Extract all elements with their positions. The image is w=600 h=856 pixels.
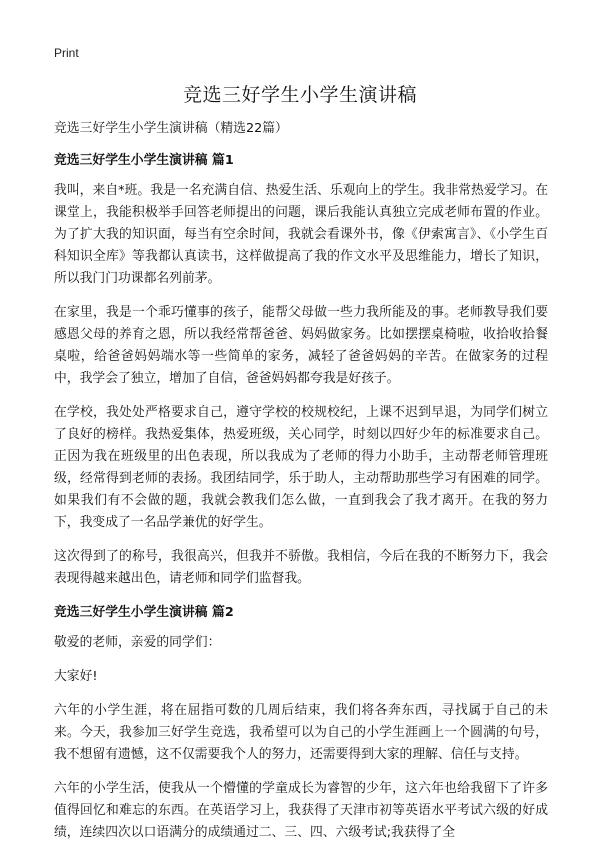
section-heading: 竞选三好学生小学生演讲稿 篇2 bbox=[54, 605, 234, 620]
document-title: 竞选三好学生小学生演讲稿 bbox=[182, 84, 417, 106]
paragraph: 这次得到了的称号，我很高兴，但我并不骄傲。我相信，今后在我的不断努力下，我会表现得越来越出色，请老师和同学们监督我。 bbox=[54, 549, 548, 586]
paragraph: 我叫，来自*班。我是一名充满自信、热爱生活、乐观向上的学生。我非常热爱学习。在课堂上，我能积极举手回答老师提出的问题，课后我能认真独立完成老师布置的作业。为了扩大我的知识面，每当有空余时间，我就会看课外书，像《伊索寓言》、《小学生百科知识全库》等我都认真读书，这样做提高了我的作文水平及思维能力，增长了知识，所以我门门功课都名列前茅。 bbox=[54, 183, 548, 286]
greeting: 敬爱的老师，亲爱的同学们： bbox=[54, 635, 221, 650]
document-body bbox=[54, 118, 548, 856]
paragraph: 在家里，我是一个乖巧懂事的孩子，能帮父母做一些力我所能及的事。老师教导我们要感恩父母的养育之恩，所以我经常帮爸爸、妈妈做家务。比如摆摆桌椅啦，收拾收拾餐桌啦，给爸爸妈妈端水等一些简单的家务，减轻了爸爸妈妈的辛苦。在做家务的过程中，我学会了独立，增加了自信，爸爸妈妈都夸我是好孩子。 bbox=[54, 305, 548, 386]
section-heading: 竞选三好学生小学生演讲稿 篇1 bbox=[54, 153, 234, 168]
section-2 bbox=[54, 602, 548, 844]
paragraph: 六年的小学生活，使我从一个懵懂的学童成长为睿智的少年，这六年也给我留下了许多值得回忆和难忘的东西。在英语学习上，我获得了天津市初等英语水平考试六级的好成绩，连续四次以口语满分的成绩通过二、三、四、六级考试;我获得了全 bbox=[54, 781, 548, 840]
greeting: 大家好! bbox=[54, 669, 98, 684]
section-1 bbox=[54, 150, 548, 590]
paragraph: 在学校，我处处严格要求自己，遵守学校的校规校纪，上课不迟到早退，为同学们树立了良好的榜样。我热爱集体，热爱班级，关心同学，时刻以四好少年的标准要求自己。正因为我在班级里的出色表现，所以我成为了老师的得力小助手，主动帮老师管理班级，经常得到老师的表扬。我团结同学，乐于助人，主动帮助那些学习有困难的同学。如果我们有不会做的题，我就会教我们怎么做，一直到我会了我才离开。在我的努力下，我变成了一名品学兼优的好学生。 bbox=[54, 405, 548, 530]
document-subtitle: 竞选三好学生小学生演讲稿（精选22篇） bbox=[54, 121, 288, 136]
paragraph: 六年的小学生涯，将在屈指可数的几周后结束，我们将各奔东西，寻找属于自己的未来。今天，我参加三好学生竞选，我希望可以为自己的小学生涯画上一个圆满的句号，我不想留有遗憾，这不仅需要我个人的努力，还需要得到大家的理解、信任与支持。 bbox=[54, 703, 548, 762]
print-label[interactable]: Print bbox=[54, 46, 79, 60]
